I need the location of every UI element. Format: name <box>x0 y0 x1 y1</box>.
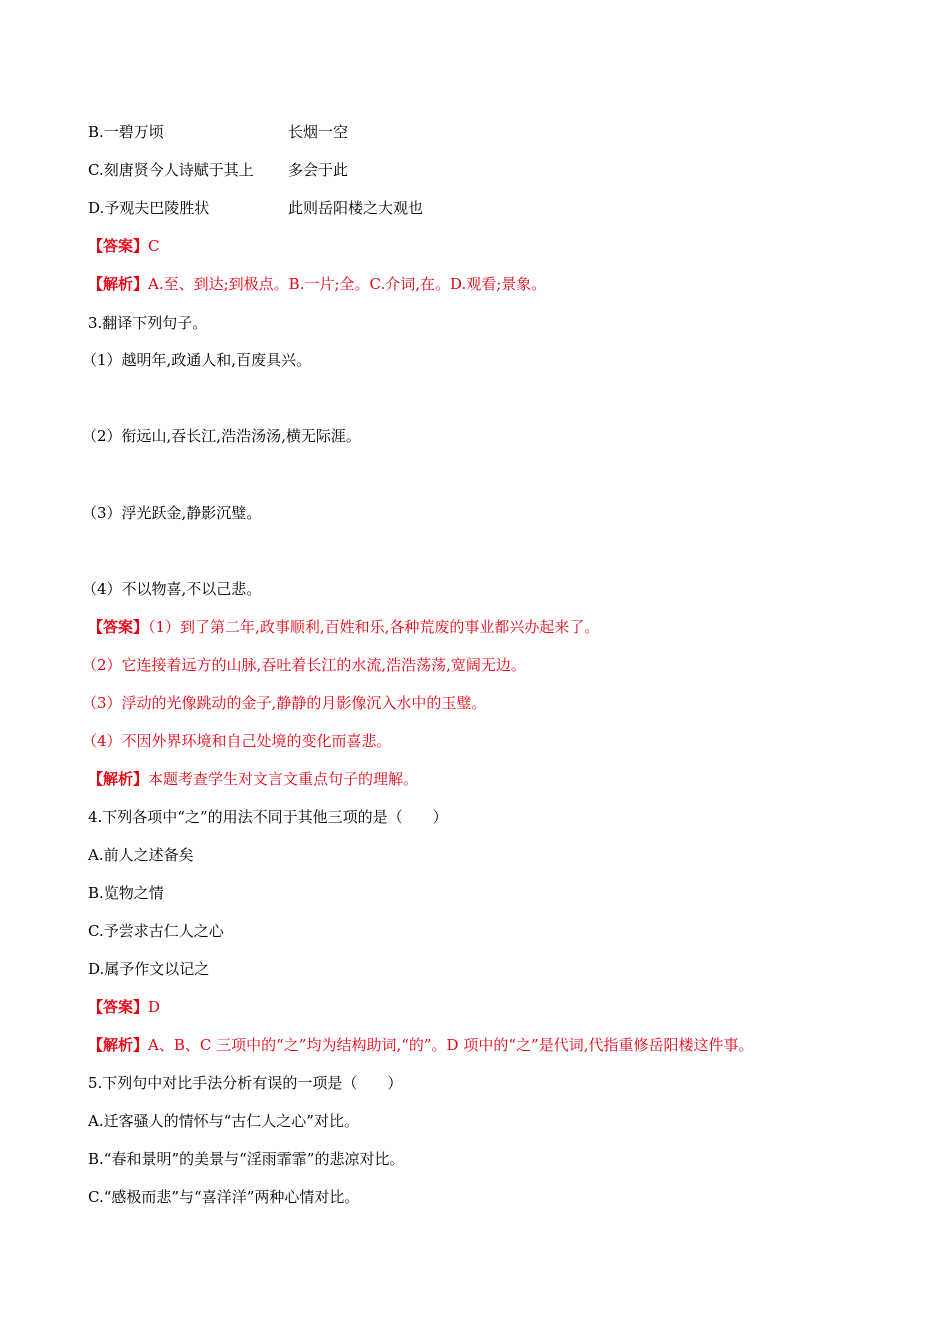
analysis-text: A、B、C 三项中的“之”均为结构助词,“的”。D 项中的“之”是代词,代指重修岳阳楼这件事。 <box>148 1036 754 1054</box>
analysis-text: A.至、到达;到极点。B.一片;全。C.介词,在。D.观看;景象。 <box>148 275 547 293</box>
q2-answer <box>88 236 160 256</box>
q3-answer-2: （2）它连接着远方的山脉,吞吐着长江的水流,浩浩荡荡,宽阔无边。 <box>82 656 526 674</box>
q4-option-b: B.览物之情 <box>88 884 164 902</box>
q2-option-d-text: D. <box>88 199 105 217</box>
analysis-text: 本题考查学生对文言文重点句子的理解。 <box>148 770 419 788</box>
q3-item-1: （1）越明年,政通人和,百废具兴。 <box>82 351 312 369</box>
analysis-tag: 【解析】 <box>88 1036 149 1054</box>
analysis-tag: 【解析】 <box>88 275 149 293</box>
q3-answer-1 <box>88 617 599 637</box>
q2-analysis <box>88 274 546 294</box>
q4-option-d: D.属予作文以记之 <box>88 960 210 978</box>
q5-option-c: C.“感极而悲”与“喜洋洋”两种心情对比。 <box>88 1188 360 1206</box>
q4-option-a: A.前人之述备矣 <box>88 846 194 864</box>
q2-option-b-text: B. <box>88 123 104 141</box>
q4-option-c: C.予尝求古仁人之心 <box>88 922 224 940</box>
q5-option-a: A.迁客骚人的情怀与“古仁人之心”对比。 <box>88 1112 359 1130</box>
q2-option-c-text: C. <box>88 161 104 179</box>
q2-option-d: D.予观夫巴陵胜状 此则岳阳楼之大观也 <box>88 199 424 217</box>
q3-stem: 3.翻译下列句子。 <box>88 314 208 332</box>
q2-option-d-right: 此则岳阳楼之大观也 <box>288 199 424 217</box>
q3-item-2: （2）衔远山,吞长江,浩浩汤汤,横无际涯。 <box>82 427 361 445</box>
q4-analysis <box>88 1035 753 1055</box>
q5-option-b: B.“春和景明”的美景与“淫雨霏霏”的悲凉对比。 <box>88 1150 405 1168</box>
q3-answer-3: （3）浮动的光像跳动的金子,静静的月影像沉入水中的玉璧。 <box>82 694 487 712</box>
answer-tag: 【答案】 <box>88 998 149 1016</box>
analysis-tag: 【解析】 <box>88 770 149 788</box>
q3-item-3: （3）浮光跃金,静影沉璧。 <box>82 504 262 522</box>
q3-item-4: （4）不以物喜,不以己悲。 <box>82 580 262 598</box>
answer-tag: 【答案】 <box>88 618 149 636</box>
q2-option-c: C.刻唐贤今人诗赋于其上 多会于此 <box>88 161 349 179</box>
q3-answer-4: （4）不因外界环境和自己处境的变化而喜悲。 <box>82 732 392 750</box>
q4-stem: 4.下列各项中“之”的用法不同于其他三项的是（ ） <box>88 808 448 826</box>
q2-option-b: B.一碧万顷 长烟一空 <box>88 123 349 141</box>
answer-tag: 【答案】 <box>88 237 149 255</box>
q3-analysis <box>88 769 418 789</box>
q5-stem: 5.下列句中对比手法分析有误的一项是（ ） <box>88 1074 403 1092</box>
answer-text: D <box>148 998 161 1016</box>
answer-text: C <box>148 237 160 255</box>
q4-answer <box>88 997 160 1017</box>
q2-option-b-right: 长烟一空 <box>288 123 349 141</box>
answer-text: （1）到了第二年,政事顺利,百姓和乐,各种荒废的事业都兴办起来了。 <box>148 618 600 636</box>
q2-option-c-right: 多会于此 <box>288 161 349 179</box>
